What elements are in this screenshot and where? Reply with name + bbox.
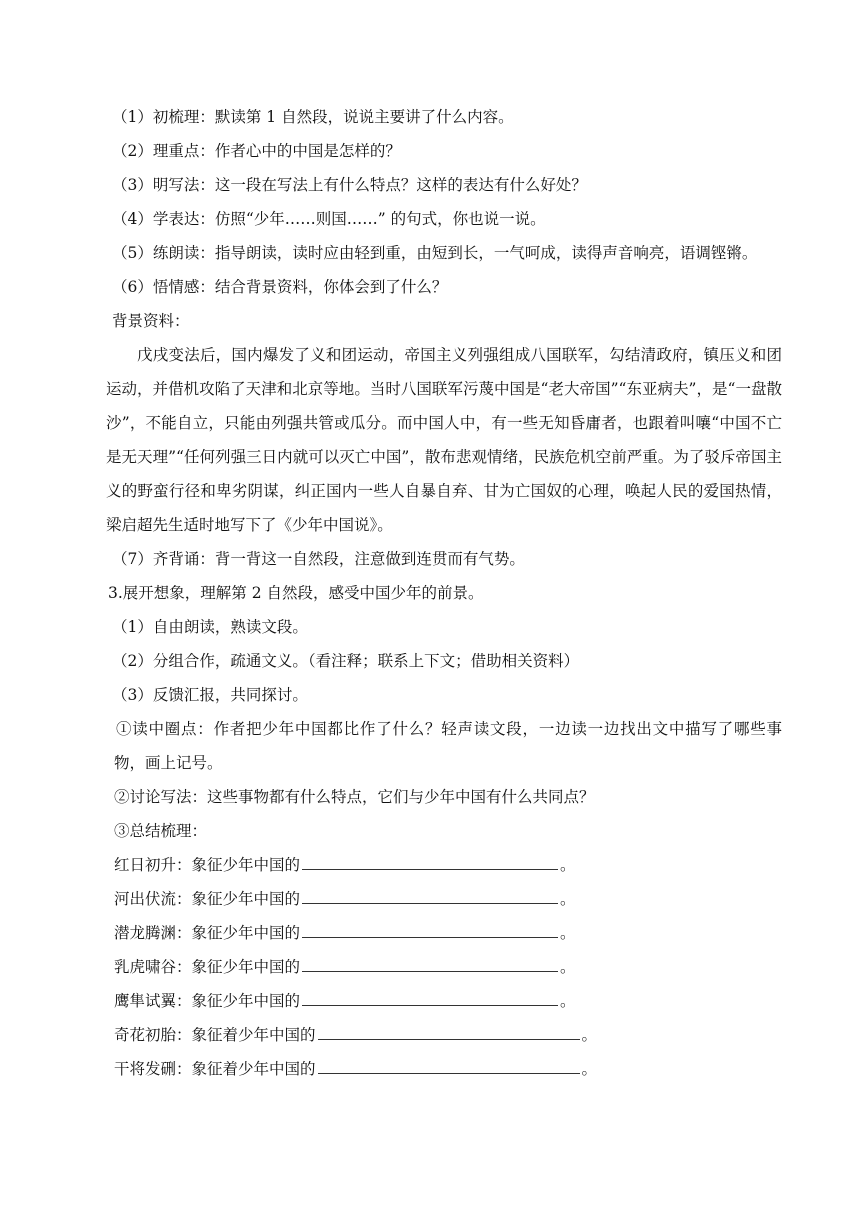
section-3-heading: 3.展开想象，理解第 2 自然段，感受中国少年的前景。	[108, 584, 484, 602]
section-3-step-1: （1）自由朗读，熟读文段。	[112, 618, 308, 636]
step-1-reading: （1）初梳理：默读第 1 自然段，说说主要讲了什么内容。	[112, 108, 514, 126]
answer-blank[interactable]	[302, 883, 558, 904]
answer-blank[interactable]	[302, 985, 558, 1006]
summary-term: 奇花初胎	[114, 1026, 177, 1044]
summary-text: 象征着少年中国的	[191, 1026, 316, 1044]
answer-blank[interactable]	[318, 1053, 580, 1074]
answer-blank[interactable]	[302, 951, 558, 972]
summary-row-5	[114, 984, 782, 1018]
summary-term: 河出伏流	[114, 890, 177, 908]
summary-end: 。	[560, 992, 576, 1010]
summary-colon: ：	[176, 1060, 192, 1078]
background-text: 戊戌变法后，国内爆发了义和团运动，帝国主义列强组成八国联军，勾结清政府，镇压义和团运动，并借机攻陷了天津和北京等地。当时八国联军污蔑中国是“老大帝国”“东亚病夫”，是“一盘散沙”，不能自立，只能由列强共管或瓜分。而中国人中，有一些无知昏庸者，也跟着叫嚷“中国不亡是无天理”“任何列强三日内就可以灭亡中国”，散布悲观情绪，民族危机空前严重。为了驳斥帝国主义的野蛮行径和卑劣阴谋，纠正国内一些人自暴自弃、甘为亡国奴的心理，唤起人民的爱国热情，梁启超先生适时地写下了《少年中国说》。	[106, 346, 782, 534]
step-7-recite: （7）齐背诵：背一背这一自然段，注意做到连贯而有气势。	[112, 550, 525, 568]
answer-blank[interactable]	[302, 849, 558, 870]
summary-text: 象征少年中国的	[191, 856, 301, 874]
summary-end: 。	[560, 958, 576, 976]
summary-text: 象征少年中国的	[191, 890, 301, 908]
step-3-writing-method: （3）明写法：这一段在写法上有什么特点？这样的表达有什么好处？	[112, 176, 587, 194]
summary-row-2	[114, 882, 782, 916]
step-2-key-point: （2）理重点：作者心中的中国是怎样的？	[112, 142, 401, 160]
step-4-expression: （4）学表达：仿照“少年……则国……” 的句式，你也说一说。	[112, 210, 546, 228]
answer-blank[interactable]	[318, 1019, 580, 1040]
summary-row-3	[114, 916, 782, 950]
summary-end: 。	[581, 1026, 598, 1044]
summary-term: 乳虎啸谷	[114, 958, 177, 976]
summary-text: 象征着少年中国的	[191, 1060, 316, 1078]
summary-end: 。	[581, 1060, 598, 1078]
summary-colon: ：	[176, 890, 192, 908]
summary-end: 。	[560, 856, 576, 874]
summary-end: 。	[560, 890, 576, 908]
summary-row-4	[114, 950, 782, 984]
answer-blank[interactable]	[302, 917, 558, 938]
summary-colon: ：	[176, 958, 192, 976]
step-6-emotion: （6）悟情感：结合背景资料，你体会到了什么？	[112, 278, 448, 296]
summary-colon: ：	[176, 856, 192, 874]
step-5-read-aloud: （5）练朗读：指导朗读，读时应由轻到重，由短到长，一气呵成，读得声音响亮，语调铿锵。	[112, 244, 758, 262]
summary-colon: ：	[176, 1026, 192, 1044]
summary-term: 鹰隼试翼	[114, 992, 177, 1010]
summary-row-7	[114, 1052, 782, 1086]
summary-text: 象征少年中国的	[191, 924, 301, 942]
summary-text: 象征少年中国的	[191, 958, 301, 976]
background-label: 背景资料：	[112, 312, 190, 330]
summary-colon: ：	[176, 924, 192, 942]
discuss-writing-task: ②讨论写法：这些事物都有什么特点，它们与少年中国有什么共同点？	[114, 788, 595, 806]
summary-colon: ：	[176, 992, 192, 1010]
summary-term: 潜龙腾渊	[114, 924, 177, 942]
summary-end: 。	[560, 924, 576, 942]
section-3-step-2: （2）分组合作，疏通文义。（看注释；联系上下文；借助相关资料）	[112, 652, 580, 670]
summary-row-1	[114, 848, 782, 882]
document-body	[106, 100, 782, 1086]
circle-point-task: ①读中圈点：作者把少年中国都比作了什么？轻声读文段，一边读一边找出文中描写了哪些事物，画上记号。	[114, 720, 782, 772]
summary-list	[106, 848, 782, 1086]
summary-text: 象征少年中国的	[191, 992, 301, 1010]
summary-term: 干将发硎	[114, 1060, 177, 1078]
summary-term: 红日初升	[114, 856, 177, 874]
section-3-step-3: （3）反馈汇报，共同探讨。	[112, 686, 308, 704]
summary-row-6	[114, 1018, 782, 1052]
summary-task-label: ③总结梳理：	[114, 822, 208, 840]
